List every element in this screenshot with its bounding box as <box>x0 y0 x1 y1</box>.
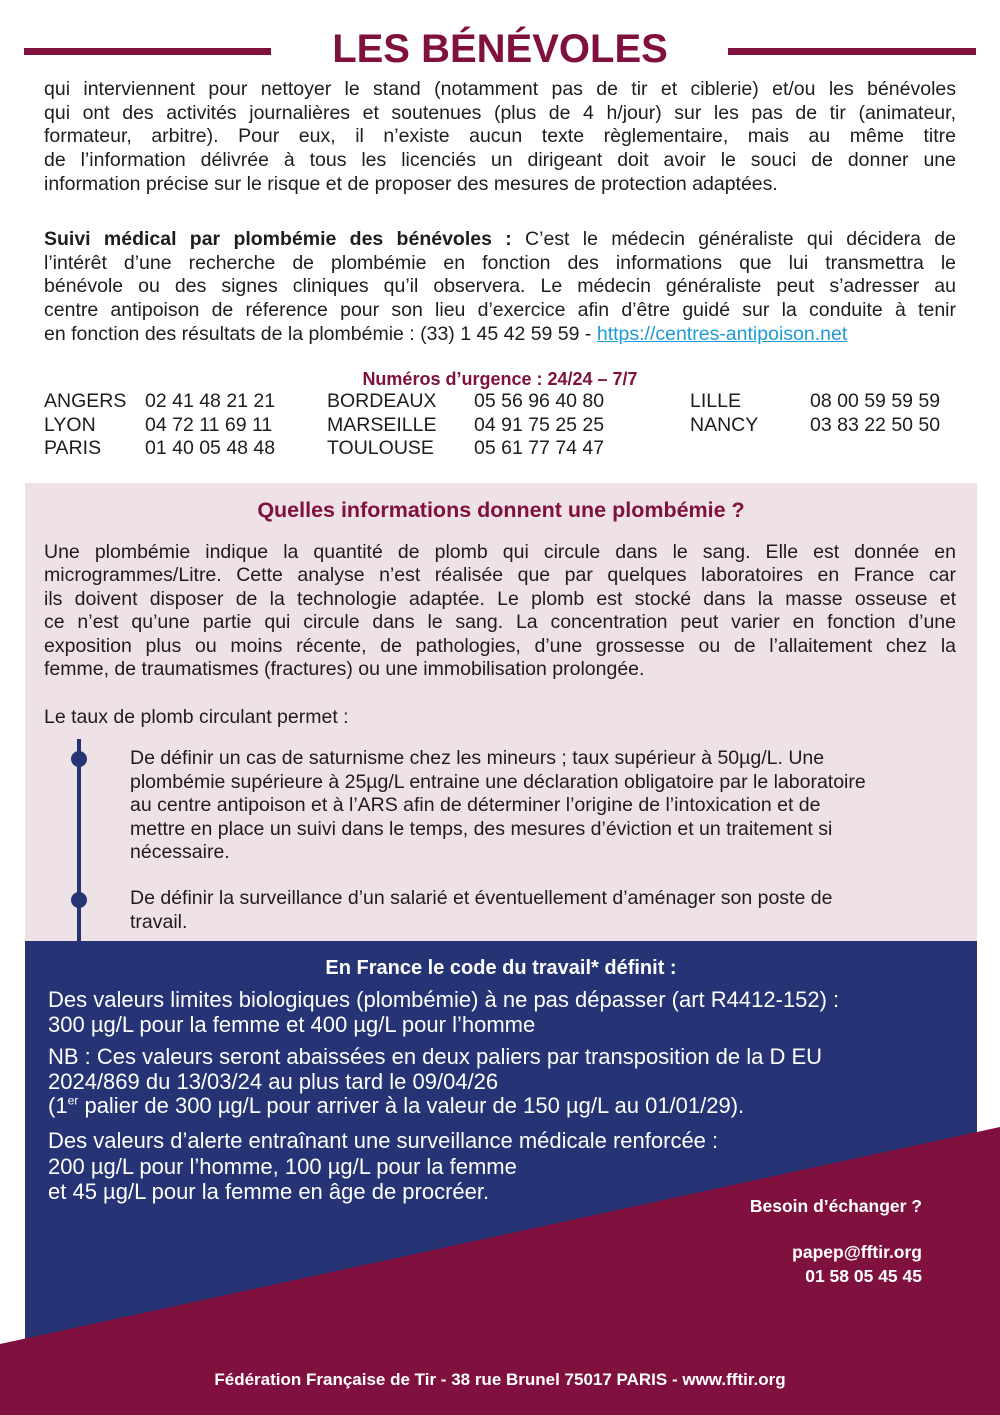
city-name: TOULOUSE <box>327 437 434 459</box>
medical-line: centre antipoison de réference pour son lieu d’exercice afin d’être guidé sur la conduite à tenir <box>44 299 956 322</box>
medical-label: Suivi médical par plombémie des bénévoles : <box>44 228 512 250</box>
info-line: microgrammes/Litre. Cette analyse n’est réalisée que par quelques laboratoires en France car <box>44 564 956 587</box>
city-name: ANGERS <box>44 390 127 412</box>
city-phone: 08 00 59 59 59 <box>810 390 941 412</box>
alert-line: Des valeurs d’alerte entraînant une surveillance médicale renforcée : <box>48 1128 719 1153</box>
alert-line: et 45 µg/L pour la femme en âge de procréer. <box>48 1179 490 1204</box>
medical-line: bénévole ou des signes cliniques qu’il observera. Le médecin généraliste peut s’adresser au <box>44 275 956 298</box>
info-line: Une plombémie indique la quantité de plomb qui circule dans le sang. Elle est donnée en <box>44 541 956 563</box>
city-name: PARIS <box>44 437 102 459</box>
alert-line: 200 µg/L pour l’homme, 100 µg/L pour la femme <box>48 1153 517 1179</box>
medical-last-line-text: en fonction des résultats de la plombémie : (33) 1 45 42 59 59 - <box>44 322 592 345</box>
city-phone: 05 56 96 40 80 <box>474 390 605 412</box>
bullet-line: nécessaire. <box>130 841 230 863</box>
city-phone: 05 61 77 74 47 <box>474 437 605 459</box>
city-phone: 02 41 48 21 21 <box>145 390 276 412</box>
bullet-line: travail. <box>130 910 188 933</box>
limits-line: Des valeurs limites biologiques (plombémie) à ne pas dépasser (art R4412-152) : <box>48 987 840 1012</box>
city-name: MARSEILLE <box>327 413 437 436</box>
medical-line: l’intérêt d’une recherche de plombémie en fonction des informations que lui transmettra le <box>44 251 956 274</box>
city-name: LILLE <box>690 390 741 412</box>
bullet-line: au centre antipoison et à l’ARS afin de déterminer l’origine de l’intoxication et de <box>130 794 821 816</box>
limits-line: 300 µg/L pour la femme et 400 µg/L pour l’homme <box>48 1012 536 1037</box>
city-phone: 04 91 75 25 25 <box>474 413 605 436</box>
city-phone: 03 83 22 50 50 <box>810 413 941 436</box>
bullet-line: De définir un cas de saturnisme chez les mineurs ; taux supérieur à 50µg/L. Une <box>130 747 825 769</box>
intro-line: information précise sur le risque et de proposer des mesures de protection adaptées. <box>44 172 778 195</box>
city-name: LYON <box>44 413 96 436</box>
intro-line: qui ont des activités journalières et soutenues (plus de 4 h/jour) sur les pas de tir (animateur, <box>44 101 956 124</box>
info-line: ils doivent disposer de la technologie adaptée. Le plomb est stocké dans la masse osseuse et <box>44 587 956 610</box>
nb-line: 2024/869 du 13/03/24 au plus tard le 09/04/26 <box>48 1068 499 1094</box>
nb-line: NB : Ces valeurs seront abaissées en deux paliers par transposition de la D EU <box>48 1044 823 1069</box>
intro-line: qui interviennent pour nettoyer le stand (notamment pas de tir et ciblerie) et/ou les bénévoles <box>44 78 956 100</box>
antipoison-link[interactable]: https://centres-antipoison.net <box>596 322 848 345</box>
bullet-line: De définir la surveillance d’un salarié et éventuellement d’aménager son poste de <box>130 887 833 909</box>
nb-step-prefix: (1 <box>48 1093 68 1118</box>
city-phone: 01 40 05 48 48 <box>145 437 276 459</box>
info-box-heading: Quelles informations donnent une plombémie ? <box>257 498 745 522</box>
city-name: BORDEAUX <box>327 390 437 412</box>
page-title: LES BÉNÉVOLES <box>332 27 668 71</box>
footer-address: Fédération Française de Tir - 38 rue Brunel 75017 PARIS - www.fftir.org <box>214 1370 786 1389</box>
emergency-title: Numéros d’urgence : 24/24 – 7/7 <box>362 369 638 389</box>
medical-line-text: C’est le médecin généraliste qui décidera de <box>525 228 956 250</box>
intro-line: de l’information délivrée à tous les licenciés un dirigeant doit avoir le souci de donner une <box>44 149 956 172</box>
contact-email: papep@fftir.org <box>792 1242 922 1262</box>
bullet-line: mettre en place un suivi dans le temps, des mesures d’éviction et un traitement si <box>130 817 833 840</box>
nb-step-text: palier de 300 µg/L pour arriver à la valeur de 150 µg/L au 01/01/29). <box>84 1093 745 1118</box>
city-phone: 04 72 11 69 11 <box>145 413 273 436</box>
nb-step-ordinal: er <box>67 1093 79 1108</box>
contact-question: Besoin d’échanger ? <box>749 1196 922 1216</box>
city-name: NANCY <box>690 413 759 436</box>
info-line: ce n’est qu’une partie qui circule dans le sang. La concentration peut varier en fonction d’une <box>44 611 956 634</box>
bullet-line: plombémie supérieure à 25µg/L entraine une déclaration obligatoire par le laboratoire <box>130 770 866 793</box>
info-line: exposition plus ou moins récente, de pathologies, d’une grossesse ou de l’allaitement chez la <box>44 634 956 657</box>
info-line: femme, de traumatismes (fractures) ou une immobilisation prolongée. <box>44 657 645 680</box>
info-intro-text: Le taux de plomb circulant permet : <box>44 706 349 728</box>
intro-line: formateur, arbitre). Pour eux, il n’existe aucun texte règlementaire, mais au même titre <box>44 125 956 148</box>
contact-phone: 01 58 05 45 45 <box>805 1266 922 1286</box>
labor-code-heading: En France le code du travail* définit : <box>325 957 677 979</box>
